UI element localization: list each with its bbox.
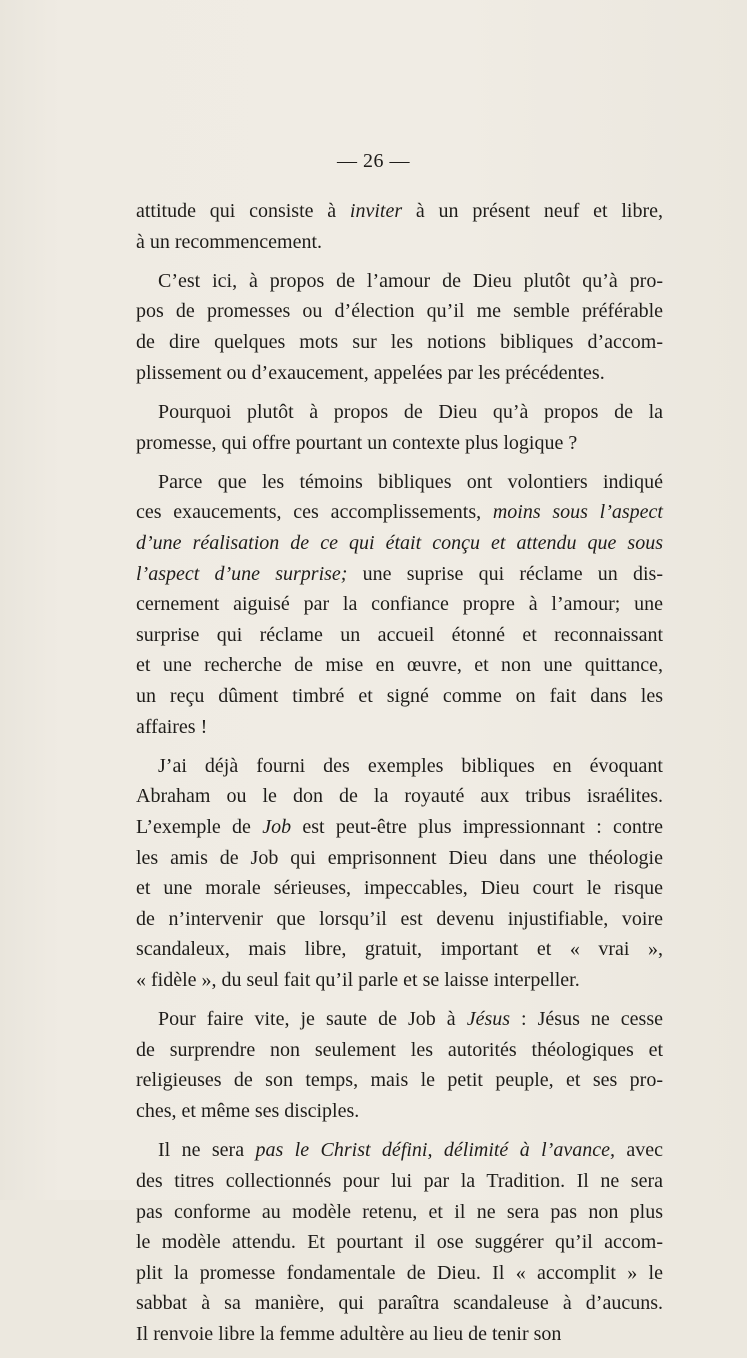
text-run: Il ne sera: [158, 1139, 256, 1162]
text-run: à un recommencement.: [136, 230, 323, 253]
text-line: [136, 528, 663, 559]
text-run: à un présent neuf et libre,: [402, 200, 663, 222]
text-run: pas conforme au modèle retenu, et il ne sera pas non plus: [136, 1200, 663, 1223]
text-run: pos de promesses ou d’élection qu’il me semble préférable: [136, 300, 663, 323]
text-line: [136, 681, 663, 712]
text-run: Abraham ou le don de la royauté aux tribus israélites.: [136, 785, 663, 808]
text-line: [136, 358, 663, 389]
text-run: « fidèle », du seul fait qu’il parle et se laisse interpeller.: [136, 969, 580, 991]
text-run: avec: [614, 1139, 663, 1162]
text-run: et une morale sérieuses, impeccables, Dieu court le risque: [136, 877, 663, 900]
text-line: [136, 620, 663, 651]
text-run: un reçu dûment timbré et signé comme on fait dans les: [136, 684, 663, 707]
text-run: de surprendre non seulement les autorités théologiques et: [136, 1038, 663, 1061]
text-line: [136, 1197, 663, 1228]
text-line: [136, 1096, 663, 1127]
text-line: [136, 812, 663, 843]
text-run: sabbat à sa manière, qui paraîtra scandaleuse à d’aucuns.: [136, 1292, 663, 1315]
text-run: cernement aiguisé par la confiance propre à l’amour; une: [136, 593, 663, 616]
text-run: surprise qui réclame un accueil étonné et reconnaissant: [136, 623, 663, 646]
text-run: Pour faire vite, je saute de Job à: [158, 1008, 467, 1031]
text-line: [136, 497, 663, 528]
text-run: plit la promesse fondamentale de Dieu. Il « accomplit » le: [136, 1261, 663, 1284]
text-run: Il renvoie libre la femme adultère au lieu de tenir son: [136, 1322, 562, 1345]
italic-text: inviter: [349, 200, 403, 222]
text-line: [136, 1227, 663, 1258]
text-line: [136, 428, 663, 459]
text-run: religieuses de son temps, mais le petit peuple, et ses pro-: [136, 1069, 663, 1092]
text-line: [136, 781, 663, 812]
text-run: C’est ici, à propos de l’amour de Dieu plutôt qu’à pro-: [158, 269, 663, 292]
text-line: [136, 266, 663, 297]
paragraph: [136, 1135, 663, 1349]
italic-text: Job: [262, 816, 292, 839]
body-text: [136, 196, 663, 1358]
paragraph: [136, 1004, 663, 1126]
text-line: [136, 1035, 663, 1066]
text-line: [136, 1319, 663, 1350]
italic-text: pas le Christ défini, délimité à l’avance,: [255, 1139, 615, 1162]
text-run: de n’intervenir que lorsqu’il est devenu injustifiable, voire: [136, 907, 663, 930]
text-run: L’exemple de: [136, 816, 263, 839]
text-run: ces exaucements, ces accomplissements,: [136, 501, 493, 524]
text-run: est peut-être plus impressionnant : contre: [291, 816, 663, 839]
text-line: [136, 650, 663, 681]
text-line: [136, 397, 663, 428]
text-run: promesse, qui offre pourtant un contexte plus logique ?: [136, 431, 578, 454]
paragraph: [136, 751, 663, 996]
text-run: le modèle attendu. Et pourtant il ose suggérer qu’il accom-: [136, 1231, 663, 1254]
text-line: [136, 712, 663, 743]
text-line: [136, 873, 663, 904]
text-line: [136, 559, 663, 590]
italic-text: d’une réalisation de ce qui était conçu et attendu que sous: [136, 532, 663, 554]
text-run: plissement ou d’exaucement, appelées par les précédentes.: [136, 361, 605, 384]
text-line: [136, 1004, 663, 1035]
text-run: les amis de Job qui emprisonnent Dieu dans une théologie: [136, 846, 663, 869]
text-line: [136, 196, 663, 227]
text-line: [136, 965, 663, 996]
page-number: — 26 —: [337, 150, 410, 172]
text-run: affaires !: [136, 715, 208, 738]
text-run: : Jésus ne cesse: [510, 1008, 664, 1031]
text-run: attitude qui consiste à: [136, 200, 350, 222]
text-run: Parce que les témoins bibliques ont volontiers indiqué: [158, 470, 663, 493]
italic-text: Jésus: [466, 1008, 511, 1031]
text-line: [136, 1258, 663, 1289]
text-line: [136, 296, 663, 327]
text-line: [136, 1065, 663, 1096]
text-run: des titres collectionnés pour lui par la Tradition. Il ne sera: [136, 1169, 663, 1192]
text-line: [136, 1135, 663, 1166]
text-run: et une recherche de mise en œuvre, et non une quittance,: [136, 654, 663, 677]
text-run: J’ai déjà fourni des exemples bibliques en évoquant: [158, 754, 663, 777]
paragraph: [136, 467, 663, 742]
text-run: une suprise qui réclame un dis-: [347, 562, 664, 585]
text-line: [136, 467, 663, 498]
paragraph: [136, 196, 663, 257]
italic-text: l’aspect d’une surprise;: [136, 562, 348, 585]
italic-text: moins sous l’aspect: [492, 501, 663, 524]
text-line: [136, 904, 663, 935]
text-run: ches, et même ses disciples.: [136, 1100, 360, 1123]
text-run: scandaleux, mais libre, gratuit, important et « vrai »,: [136, 938, 663, 961]
text-line: [136, 327, 663, 358]
text-line: [136, 934, 663, 965]
paragraph: [136, 266, 663, 388]
text-line: [136, 227, 663, 258]
text-line: [136, 843, 663, 874]
text-run: de dire quelques mots sur les notions bibliques d’accom-: [136, 331, 663, 354]
text-run: Pourquoi plutôt à propos de Dieu qu’à propos de la: [158, 400, 663, 423]
text-line: [136, 751, 663, 782]
text-line: [136, 1166, 663, 1197]
paragraph: [136, 397, 663, 458]
text-line: [136, 589, 663, 620]
text-line: [136, 1288, 663, 1319]
